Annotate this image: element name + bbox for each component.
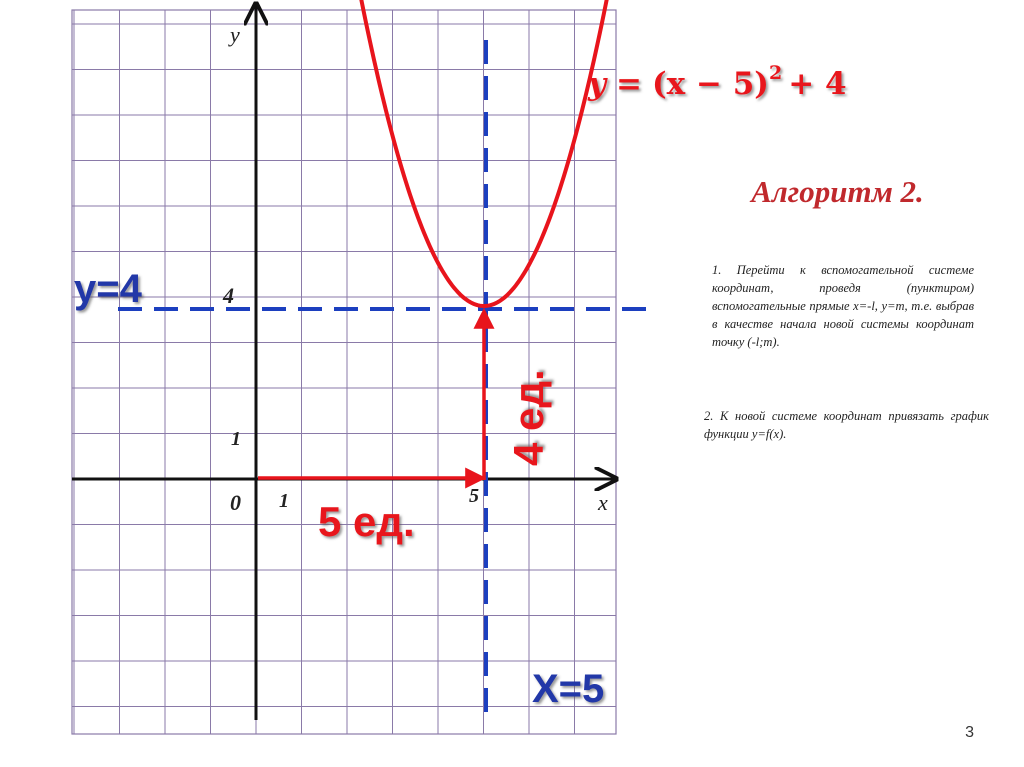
x-tick-5: 5	[469, 485, 479, 507]
page-number: 3	[965, 724, 974, 741]
x-axis-label: x	[598, 490, 608, 515]
shift-x-label: 5 ед.	[318, 498, 415, 545]
y-line-label: y=4	[74, 267, 142, 311]
algorithm-step-2: 2. К новой системе координат привязать график функции y=f(x).	[704, 409, 989, 441]
equation-label: $y = (x - 5)^2 + 4$	[588, 62, 847, 102]
y-axis-label: y	[230, 22, 240, 47]
y-tick-1: 1	[231, 428, 241, 450]
shift-y-label: 4 ед.	[505, 369, 552, 466]
x-tick-1: 1	[279, 490, 289, 512]
x-line-label: X=5	[532, 667, 605, 711]
origin-label: 0	[230, 490, 241, 515]
y-tick-4: 4	[223, 283, 234, 308]
algorithm-step-1: 1. Перейти к вспомогательной системе координат, проведя (пунктиром) вспомогательные прямые x=-l, y=m, т.е. выбрав в качестве начала новой системы координат точку (-l;m).	[712, 263, 974, 349]
algorithm-title: Алгоритм 2.	[751, 174, 924, 209]
